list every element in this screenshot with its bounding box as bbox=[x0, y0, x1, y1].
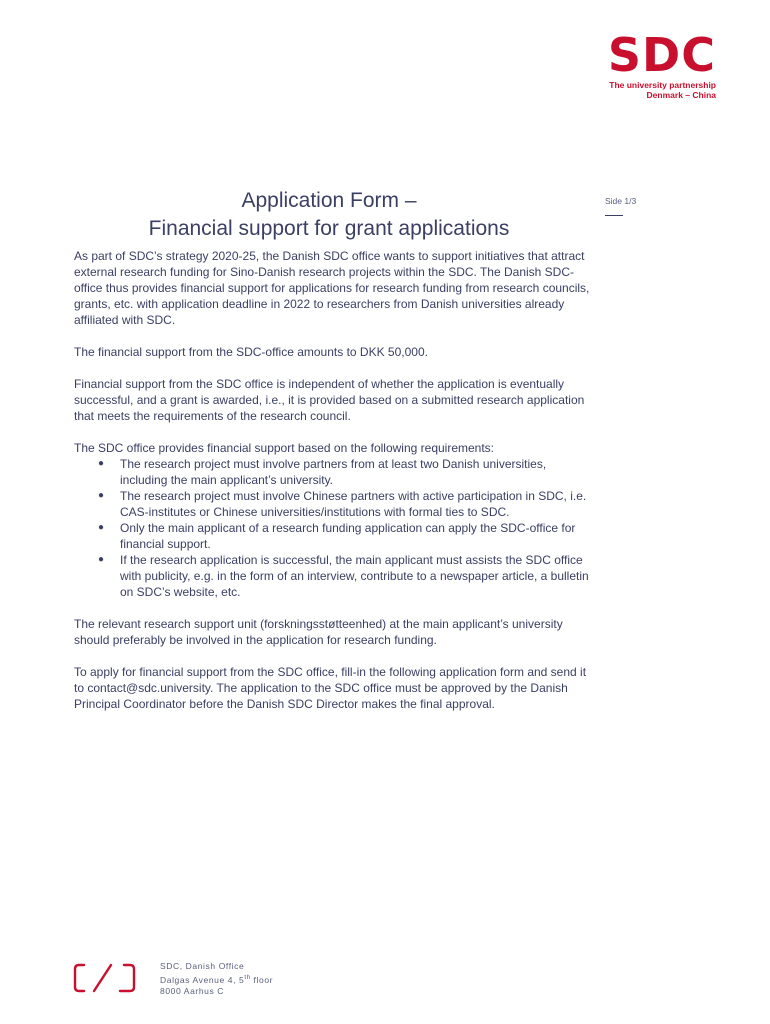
requirements-list bbox=[74, 456, 594, 600]
list-item bbox=[98, 456, 594, 488]
bullet-icon: ● bbox=[98, 522, 105, 533]
paragraph-strategy: As part of SDC’s strategy 2020-25, the Danish SDC office wants to support initiatives that attract external research funding for Sino-Danish research projects within the SDC. The Danish SDC-office thus provides financial support for applications for research funding from research councils, grants, etc. with application deadline in 2022 to researchers from Danish universities already affiliated with SDC. bbox=[74, 249, 590, 327]
requirements-intro: The SDC office provides financial support based on the following requirements: bbox=[74, 441, 495, 455]
list-item-text: The research project must involve Chinese partners with active participation in SDC, i.e. CAS-institutes or Chinese universities/institutions with formal ties to SDC. bbox=[120, 489, 587, 519]
footer-street-text: Dalgas Avenue 4, 5 bbox=[160, 974, 245, 985]
sdc-footer-logo-icon bbox=[72, 962, 138, 994]
list-item bbox=[98, 488, 594, 520]
logo-wordmark: SDC bbox=[607, 28, 716, 82]
paragraph-independence: Financial support from the SDC office is independent of whether the application is eventually successful, and a grant is awarded, i.e., it is provided based on a submitted research application that meets the requirements of the research council. bbox=[74, 377, 585, 423]
paragraph-research-support: The relevant research support unit (forskningsstøtteenhed) at the main applicant’s university should preferably be involved in the application for research funding. bbox=[74, 617, 563, 647]
bullet-icon: ● bbox=[98, 490, 105, 501]
page-indicator: Side 1/3 bbox=[605, 196, 637, 206]
footer-address bbox=[160, 961, 273, 997]
bullet-icon: ● bbox=[98, 554, 105, 565]
title-line-2: Financial support for grant applications bbox=[148, 217, 510, 240]
list-item bbox=[98, 552, 594, 600]
footer-org: SDC, Danish Office bbox=[160, 961, 245, 971]
page-title bbox=[74, 187, 584, 243]
logo-tagline-1: The university partnership bbox=[609, 80, 716, 90]
footer-street-sup: th bbox=[244, 974, 251, 981]
list-item-text: If the research application is successful, the main applicant must assists the SDC office with publicity, e.g. in the form of an interview, contribute to a newspaper article, a bulletin on SDC’s website, etc. bbox=[120, 553, 589, 599]
bullet-icon: ● bbox=[98, 458, 105, 469]
paragraph-amount: The financial support from the SDC-office amounts to DKK 50,000. bbox=[74, 345, 428, 359]
document-body bbox=[74, 248, 594, 728]
paragraph-how-to-apply: To apply for financial support from the SDC office, fill-in the following application form and send it to contact@sdc.university. The application to the SDC office must be approved by the Danish Principal Coordinator before the Danish SDC Director makes the final approval. bbox=[74, 665, 587, 711]
sdc-logo bbox=[608, 30, 716, 100]
list-item-text: Only the main applicant of a research funding application can apply the SDC-office for financial support. bbox=[120, 521, 576, 551]
footer-city: 8000 Aarhus C bbox=[160, 985, 225, 996]
logo-tagline-2: Denmark – China bbox=[646, 90, 716, 100]
list-item bbox=[98, 520, 594, 552]
footer-street bbox=[160, 973, 273, 986]
list-item-text: The research project must involve partners from at least two Danish universities, including the main applicant’s university. bbox=[120, 457, 547, 487]
footer-street-suffix: floor bbox=[250, 974, 274, 985]
title-line-1: Application Form – bbox=[241, 189, 417, 212]
page-indicator-rule bbox=[605, 215, 623, 216]
